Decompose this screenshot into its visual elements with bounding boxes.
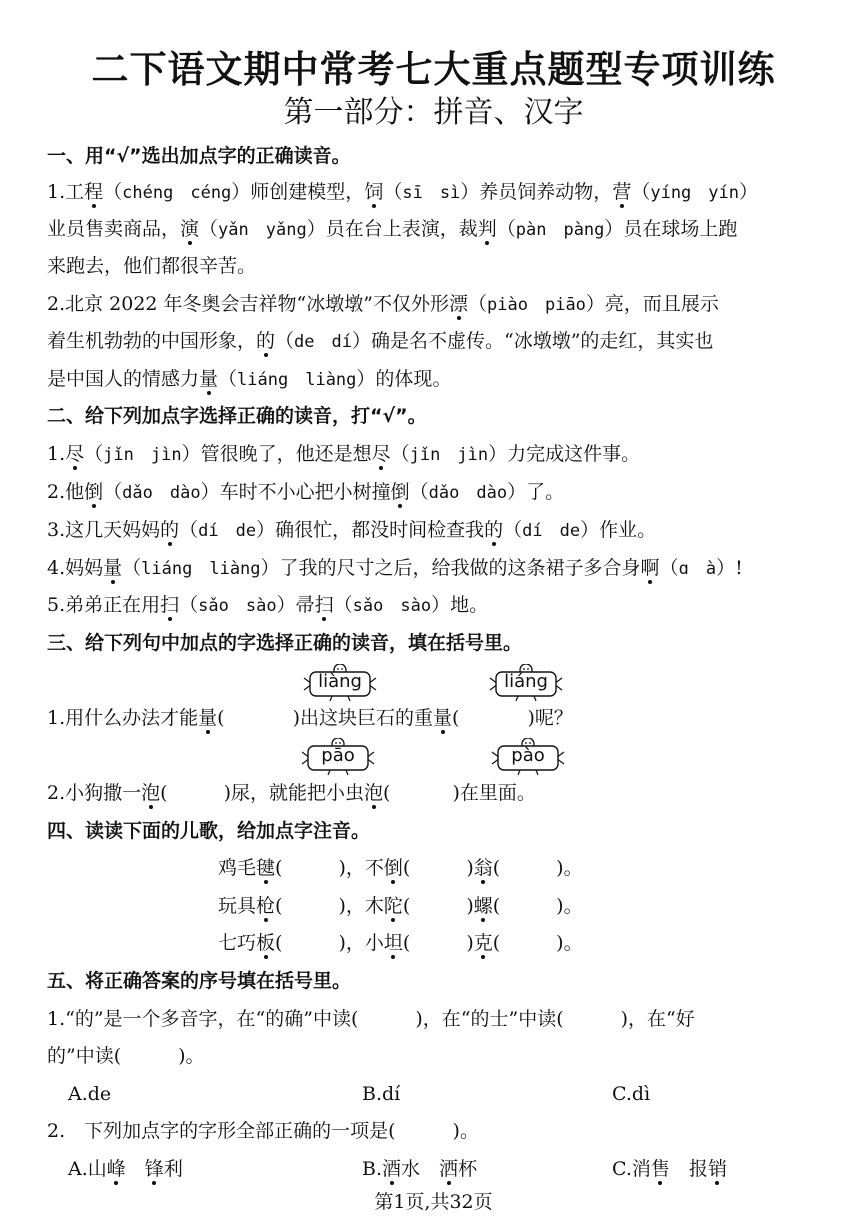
dotted-char: 的	[484, 519, 504, 541]
dotted-char: 陀	[383, 895, 403, 917]
pinyin-options: liáng liàng	[237, 370, 357, 390]
dotted-char: 峰	[106, 1158, 126, 1180]
dotted-char: 螺	[473, 895, 493, 917]
dotted-char: 洒	[439, 1158, 459, 1180]
section-2-heading: 二、给下列加点字选择正确的读音，打“√”。	[47, 405, 427, 427]
s4-rhyme-line-2: 玩具枪( )，木陀( )螺( )。	[218, 895, 583, 917]
s2-question-1: 1.尽（jǐn jìn）管很晚了，他还是想尽（jǐn jìn）力完成这件事。	[47, 443, 641, 465]
s2-question-4: 4.妈妈量（liáng liàng）了我的尺寸之后，给我做的这条裙子多合身啊（ɑ à）!	[47, 557, 743, 579]
pinyin-options: dǎo dào	[122, 483, 201, 503]
s1-p2-line3: 是中国人的情感力量（liáng liàng）的体现。	[47, 368, 452, 390]
dotted-char: 倒	[383, 857, 403, 879]
chick-sign-pinyin-2	[488, 664, 564, 702]
pinyin-options: dí de	[522, 521, 581, 541]
s1-p1-line3: 来跑去，他们都很辛苦。	[47, 255, 257, 277]
s5-q1-option-a[interactable]: A.de	[68, 1083, 112, 1105]
dotted-char: 枪	[256, 895, 276, 917]
dotted-char: 演	[180, 218, 200, 240]
dotted-char: 翁	[473, 857, 493, 879]
pinyin-options: yǎn yǎng	[218, 220, 307, 240]
s5-q1-option-c[interactable]: C.dì	[612, 1083, 651, 1105]
dotted-char: 量	[199, 368, 219, 390]
dotted-char: 毽	[256, 857, 276, 879]
dotted-char: 扫	[314, 594, 334, 616]
pinyin-options: jǐn jìn	[409, 445, 489, 465]
pinyin-options: sǎo sào	[198, 596, 277, 616]
dotted-char: 板	[256, 932, 276, 954]
dotted-char: 倒	[84, 481, 104, 503]
dotted-char: 坦	[383, 932, 403, 954]
chick-sign-pinyin-4	[490, 738, 566, 776]
pinyin-options: dí de	[198, 521, 257, 541]
pinyin-options: sī sì	[402, 183, 461, 203]
dotted-char: 程	[84, 181, 104, 203]
dotted-char: 克	[473, 932, 493, 954]
pinyin-options: yíng yín	[650, 183, 739, 203]
s1-p2-line1: 2.北京 2022 年冬奥会吉祥物“冰墩墩”不仅外形漂（piào piāo）亮，而且展示	[47, 293, 719, 315]
chick-sign-pinyin-3	[300, 738, 376, 776]
s5-q2-option-a[interactable]: A.山峰 锋利	[68, 1158, 183, 1180]
s3-question-2: 2.小狗撒一泡( )尿，就能把小虫泡( )在里面。	[47, 782, 536, 804]
section-3-heading: 三、给下列句中加点的字选择正确的读音，填在括号里。	[47, 632, 523, 654]
section-4-heading: 四、读读下面的儿歌，给加点字注音。	[47, 820, 371, 842]
dotted-char: 饲	[364, 181, 384, 203]
s5-q2-option-b[interactable]: B.酒水 洒杯	[362, 1158, 478, 1180]
pinyin-options: de dí	[294, 332, 352, 352]
dotted-char: 的	[160, 519, 180, 541]
s5-question-1-line-2: 的”中读( )。	[47, 1045, 205, 1067]
dotted-char: 啊	[640, 557, 660, 579]
dotted-char: 扫	[160, 594, 180, 616]
dotted-char: 量	[198, 707, 218, 729]
s2-question-5: 5.弟弟正在用扫（sǎo sào）帚扫（sǎo sào）地。	[47, 594, 489, 616]
dotted-char: 尽	[65, 443, 85, 465]
pinyin-options: sǎo sào	[352, 596, 432, 616]
s5-q2-option-c[interactable]: C.消售 报销	[612, 1158, 727, 1180]
s3-question-1: 1.用什么办法才能量( )出这块巨石的重量( )呢？	[47, 707, 573, 729]
s4-rhyme-line-3: 七巧板( )，小坦( )克( )。	[218, 932, 583, 954]
s1-p1-line2: 业员售卖商品，演（yǎn yǎng）员在台上表演，裁判（pàn pàng）员在球场上跑	[47, 218, 738, 240]
dotted-char: 酒	[382, 1158, 402, 1180]
pinyin-options: chéng céng	[122, 183, 232, 203]
s2-question-2: 2.他倒（dǎo dào）车时不小心把小树撞倒（dǎo dào）了。	[47, 481, 565, 503]
dotted-char: 量	[103, 557, 123, 579]
section-5-heading: 五、将正确答案的序号填在括号里。	[47, 970, 352, 992]
dotted-char: 倒	[390, 481, 410, 503]
s4-rhyme-line-1: 鸡毛毽( )，不倒( )翁( )。	[218, 857, 583, 879]
dotted-char: 泡	[364, 782, 384, 804]
pinyin-options: liáng liàng	[141, 559, 261, 579]
pinyin-options: piào piāo	[487, 295, 586, 315]
dotted-char: 尽	[371, 443, 391, 465]
pinyin-options: dǎo dào	[428, 483, 508, 503]
dotted-char: 锋	[144, 1158, 164, 1180]
dotted-char: 泡	[141, 782, 161, 804]
page-title: 二下语文期中常考七大重点题型专项训练	[91, 48, 776, 91]
pinyin-options: jǐn jìn	[103, 445, 182, 465]
chick-sign-label: liàng	[318, 671, 362, 692]
dotted-char: 判	[477, 218, 497, 240]
dotted-char: 漂	[449, 293, 469, 315]
chick-sign-label: pào	[511, 745, 545, 766]
dotted-char: 售	[650, 1158, 670, 1180]
section-1-heading: 一、用“√”选出加点字的正确读音。	[47, 145, 351, 167]
chick-sign-label: liáng	[504, 671, 548, 692]
s1-p1-line1: 1.工程（chéng céng）师创建模型，饲（sī sì）养员饲养动物，营（yíng yín）	[47, 181, 759, 203]
dotted-char: 量	[433, 707, 453, 729]
s5-q1-option-b[interactable]: B.dí	[362, 1083, 401, 1105]
pinyin-options: pàn pàng	[515, 220, 605, 240]
chick-sign-label: pāo	[321, 745, 355, 766]
dotted-char: 销	[707, 1158, 727, 1180]
s2-question-3: 3.这几天妈妈的（dí de）确很忙，都没时间检查我的（dí de）作业。	[47, 519, 657, 541]
s1-p2-line2: 着生机勃勃的中国形象，的（de dí）确是名不虚传。“冰墩墩”的走红，其实也	[47, 330, 714, 352]
page-subtitle: 第一部分：拼音、汉字	[283, 95, 584, 130]
dotted-char: 的	[256, 330, 276, 352]
chick-sign-pinyin-1	[302, 664, 378, 702]
pinyin-options: ɑ à	[678, 559, 717, 579]
s5-question-2: 2. 下列加点字的字形全部正确的一项是( )。	[47, 1120, 479, 1142]
dotted-char: 营	[612, 181, 632, 203]
s5-question-1-line-1: 1.“的”是一个多音字，在“的确”中读( )，在“的士”中读( )，在“好	[47, 1008, 695, 1030]
page-footer: 第1页,共32页	[374, 1191, 493, 1213]
